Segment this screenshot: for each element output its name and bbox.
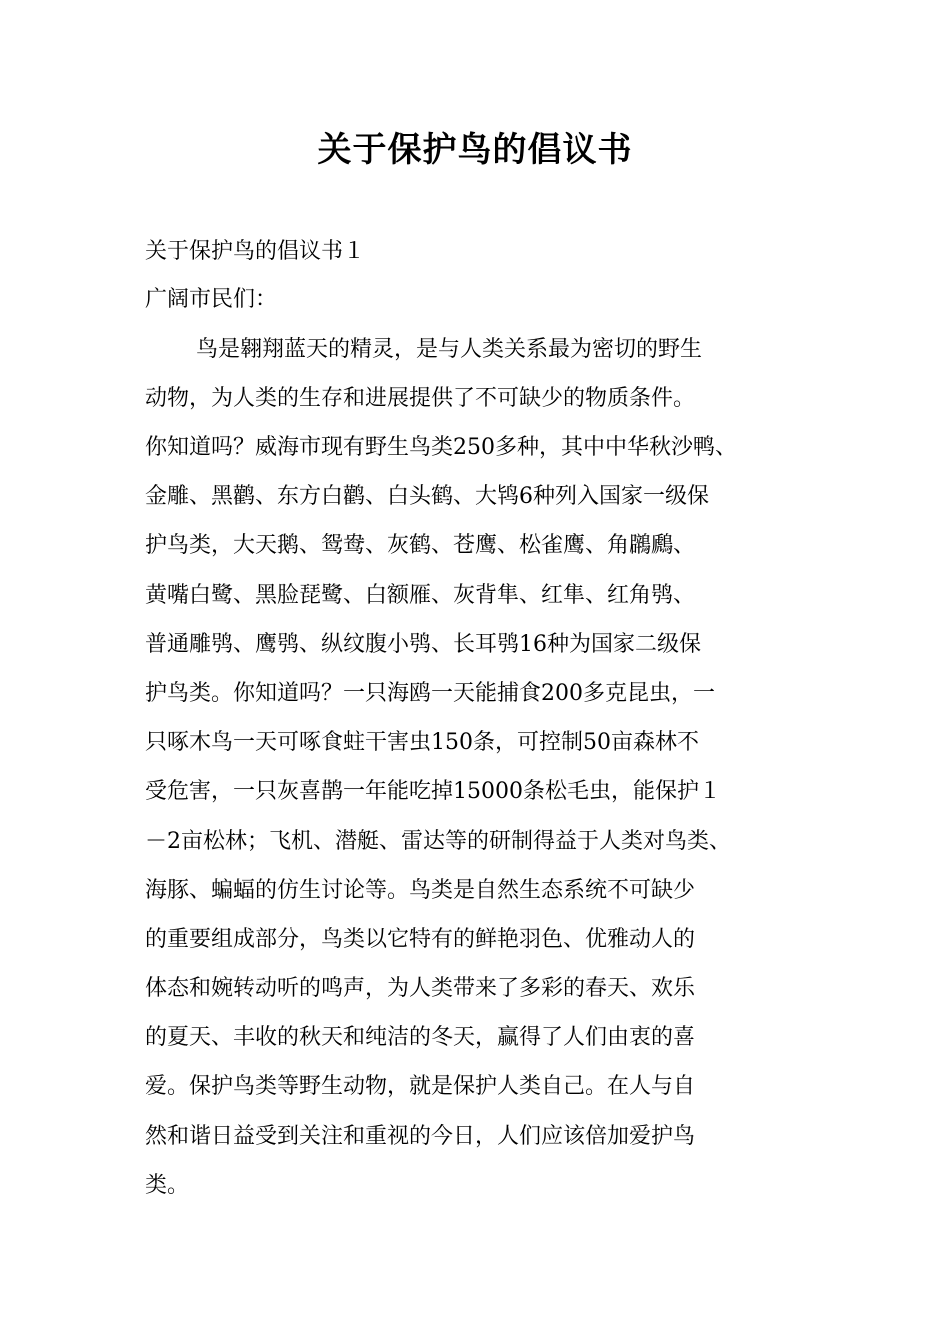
paragraph-line: 你知道吗？威海市现有野生鸟类250多种，其中中华秋沙鸭、 (145, 435, 737, 460)
paragraph-line: 动物，为人类的生存和进展提供了不可缺少的物质条件。 (145, 386, 696, 411)
paragraph-line: 类。 (145, 1173, 190, 1198)
paragraph-line: 普通雕鸮、鹰鸮、纵纹腹小鸮、长耳鸮16种为国家二级保 (145, 632, 701, 657)
paragraph-line: 然和谐日益受到关注和重视的今日，人们应该倍加爱护鸟 (145, 1124, 696, 1149)
paragraph-line: 金雕、黑鹳、东方白鹳、白头鹤、大鸨6种列入国家一级保 (145, 484, 709, 509)
paragraph-line: 体态和婉转动听的鸣声，为人类带来了多彩的春天、欢乐 (145, 976, 696, 1001)
paragraph-line: 护鸟类。你知道吗？一只海鸥一天能捕食200多克昆虫，一 (145, 681, 715, 706)
paragraph-line: 海豚、蝙蝠的仿生讨论等。鸟类是自然生态系统不可缺少 (145, 878, 696, 903)
document-title: 关于保护鸟的倡议书 (317, 130, 633, 170)
paragraph-line: 的重要组成部分，鸟类以它特有的鲜艳羽色、优雅动人的 (145, 927, 696, 952)
salutation: 广阔市民们： (145, 287, 278, 312)
paragraph-line: 受危害，一只灰喜鹊一年能吃掉15000条松毛虫，能保护１ (145, 779, 721, 804)
document-subtitle: 关于保护鸟的倡议书１ (145, 239, 366, 264)
paragraph-line: 黄嘴白鹭、黑脸琵鹭、白额雁、灰背隼、红隼、红角鸮、 (145, 583, 696, 608)
paragraph-line: 爱。保护鸟类等野生动物，就是保护人类自己。在人与自 (145, 1074, 696, 1099)
paragraph-line: 鸟是翱翔蓝天的精灵，是与人类关系最为密切的野生 (196, 337, 703, 362)
paragraph-line: 只啄木鸟一天可啄食蛀干害虫150条，可控制50亩森林不 (145, 730, 699, 755)
paragraph-line: －2亩松林；飞机、潜艇、雷达等的研制得益于人类对鸟类、 (145, 829, 731, 854)
paragraph-line: 护鸟类，大天鹅、鸳鸯、灰鹤、苍鹰、松雀鹰、角鸊鷉、 (145, 533, 696, 558)
paragraph-line: 的夏天、丰收的秋天和纯洁的冬天，赢得了人们由衷的喜 (145, 1025, 696, 1050)
